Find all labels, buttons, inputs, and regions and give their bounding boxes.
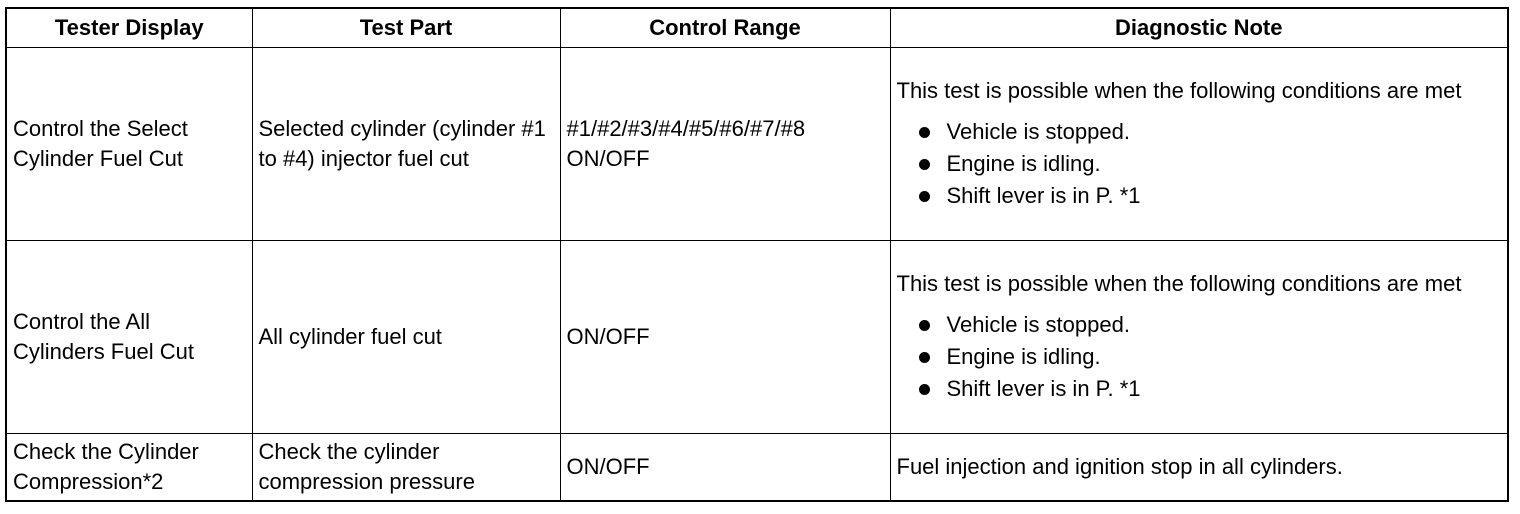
note-intro: This test is possible when the following conditions are met [896, 271, 1462, 296]
condition-item [917, 309, 1502, 341]
test-part-cell: Selected cylinder (cylinder #1 to #4) injector fuel cut [252, 48, 560, 241]
condition-text: Engine is idling. [946, 151, 1101, 176]
condition-text: Vehicle is stopped. [946, 312, 1130, 337]
condition-item [917, 373, 1502, 405]
condition-text: Vehicle is stopped. [946, 119, 1130, 144]
bullet-icon [919, 352, 930, 363]
header-diagnostic-note: Diagnostic Note [890, 8, 1508, 48]
control-range-line: ON/OFF [566, 146, 650, 171]
table-row [6, 434, 1508, 502]
control-range-cell [560, 48, 890, 241]
header-tester-display: Tester Display [6, 8, 252, 48]
condition-item [917, 148, 1502, 180]
condition-item [917, 180, 1502, 212]
control-range-cell: ON/OFF [560, 241, 890, 434]
condition-item [917, 116, 1502, 148]
control-range-line: #1/#2/#3/#4/#5/#6/#7/#8 [566, 116, 806, 141]
note-intro: This test is possible when the following conditions are met [896, 78, 1462, 103]
active-test-table-container [5, 7, 1507, 502]
diagnostic-note-cell [890, 241, 1508, 434]
header-control-range: Control Range [560, 8, 890, 48]
header-test-part: Test Part [252, 8, 560, 48]
bullet-icon [919, 191, 930, 202]
bullet-icon [919, 320, 930, 331]
condition-text: Engine is idling. [946, 344, 1101, 369]
conditions-list [897, 116, 1502, 212]
control-range-cell: ON/OFF [560, 434, 890, 502]
active-test-table [5, 7, 1509, 502]
condition-text: Shift lever is in P. *1 [946, 376, 1141, 401]
bullet-icon [919, 127, 930, 138]
tester-display-cell: Control the All Cylinders Fuel Cut [6, 241, 252, 434]
condition-text: Shift lever is in P. *1 [946, 183, 1141, 208]
bullet-icon [919, 159, 930, 170]
bullet-icon [919, 384, 930, 395]
tester-display-cell: Control the Select Cylinder Fuel Cut [6, 48, 252, 241]
test-part-cell: Check the cylinder compression pressure [252, 434, 560, 502]
condition-item [917, 341, 1502, 373]
test-part-cell: All cylinder fuel cut [252, 241, 560, 434]
diagnostic-note-cell [890, 48, 1508, 241]
conditions-list [897, 309, 1502, 405]
table-header-row [6, 8, 1508, 48]
table-row [6, 48, 1508, 241]
table-row [6, 241, 1508, 434]
diagnostic-note-cell: Fuel injection and ignition stop in all cylinders. [890, 434, 1508, 502]
tester-display-cell: Check the Cylinder Compression*2 [6, 434, 252, 502]
